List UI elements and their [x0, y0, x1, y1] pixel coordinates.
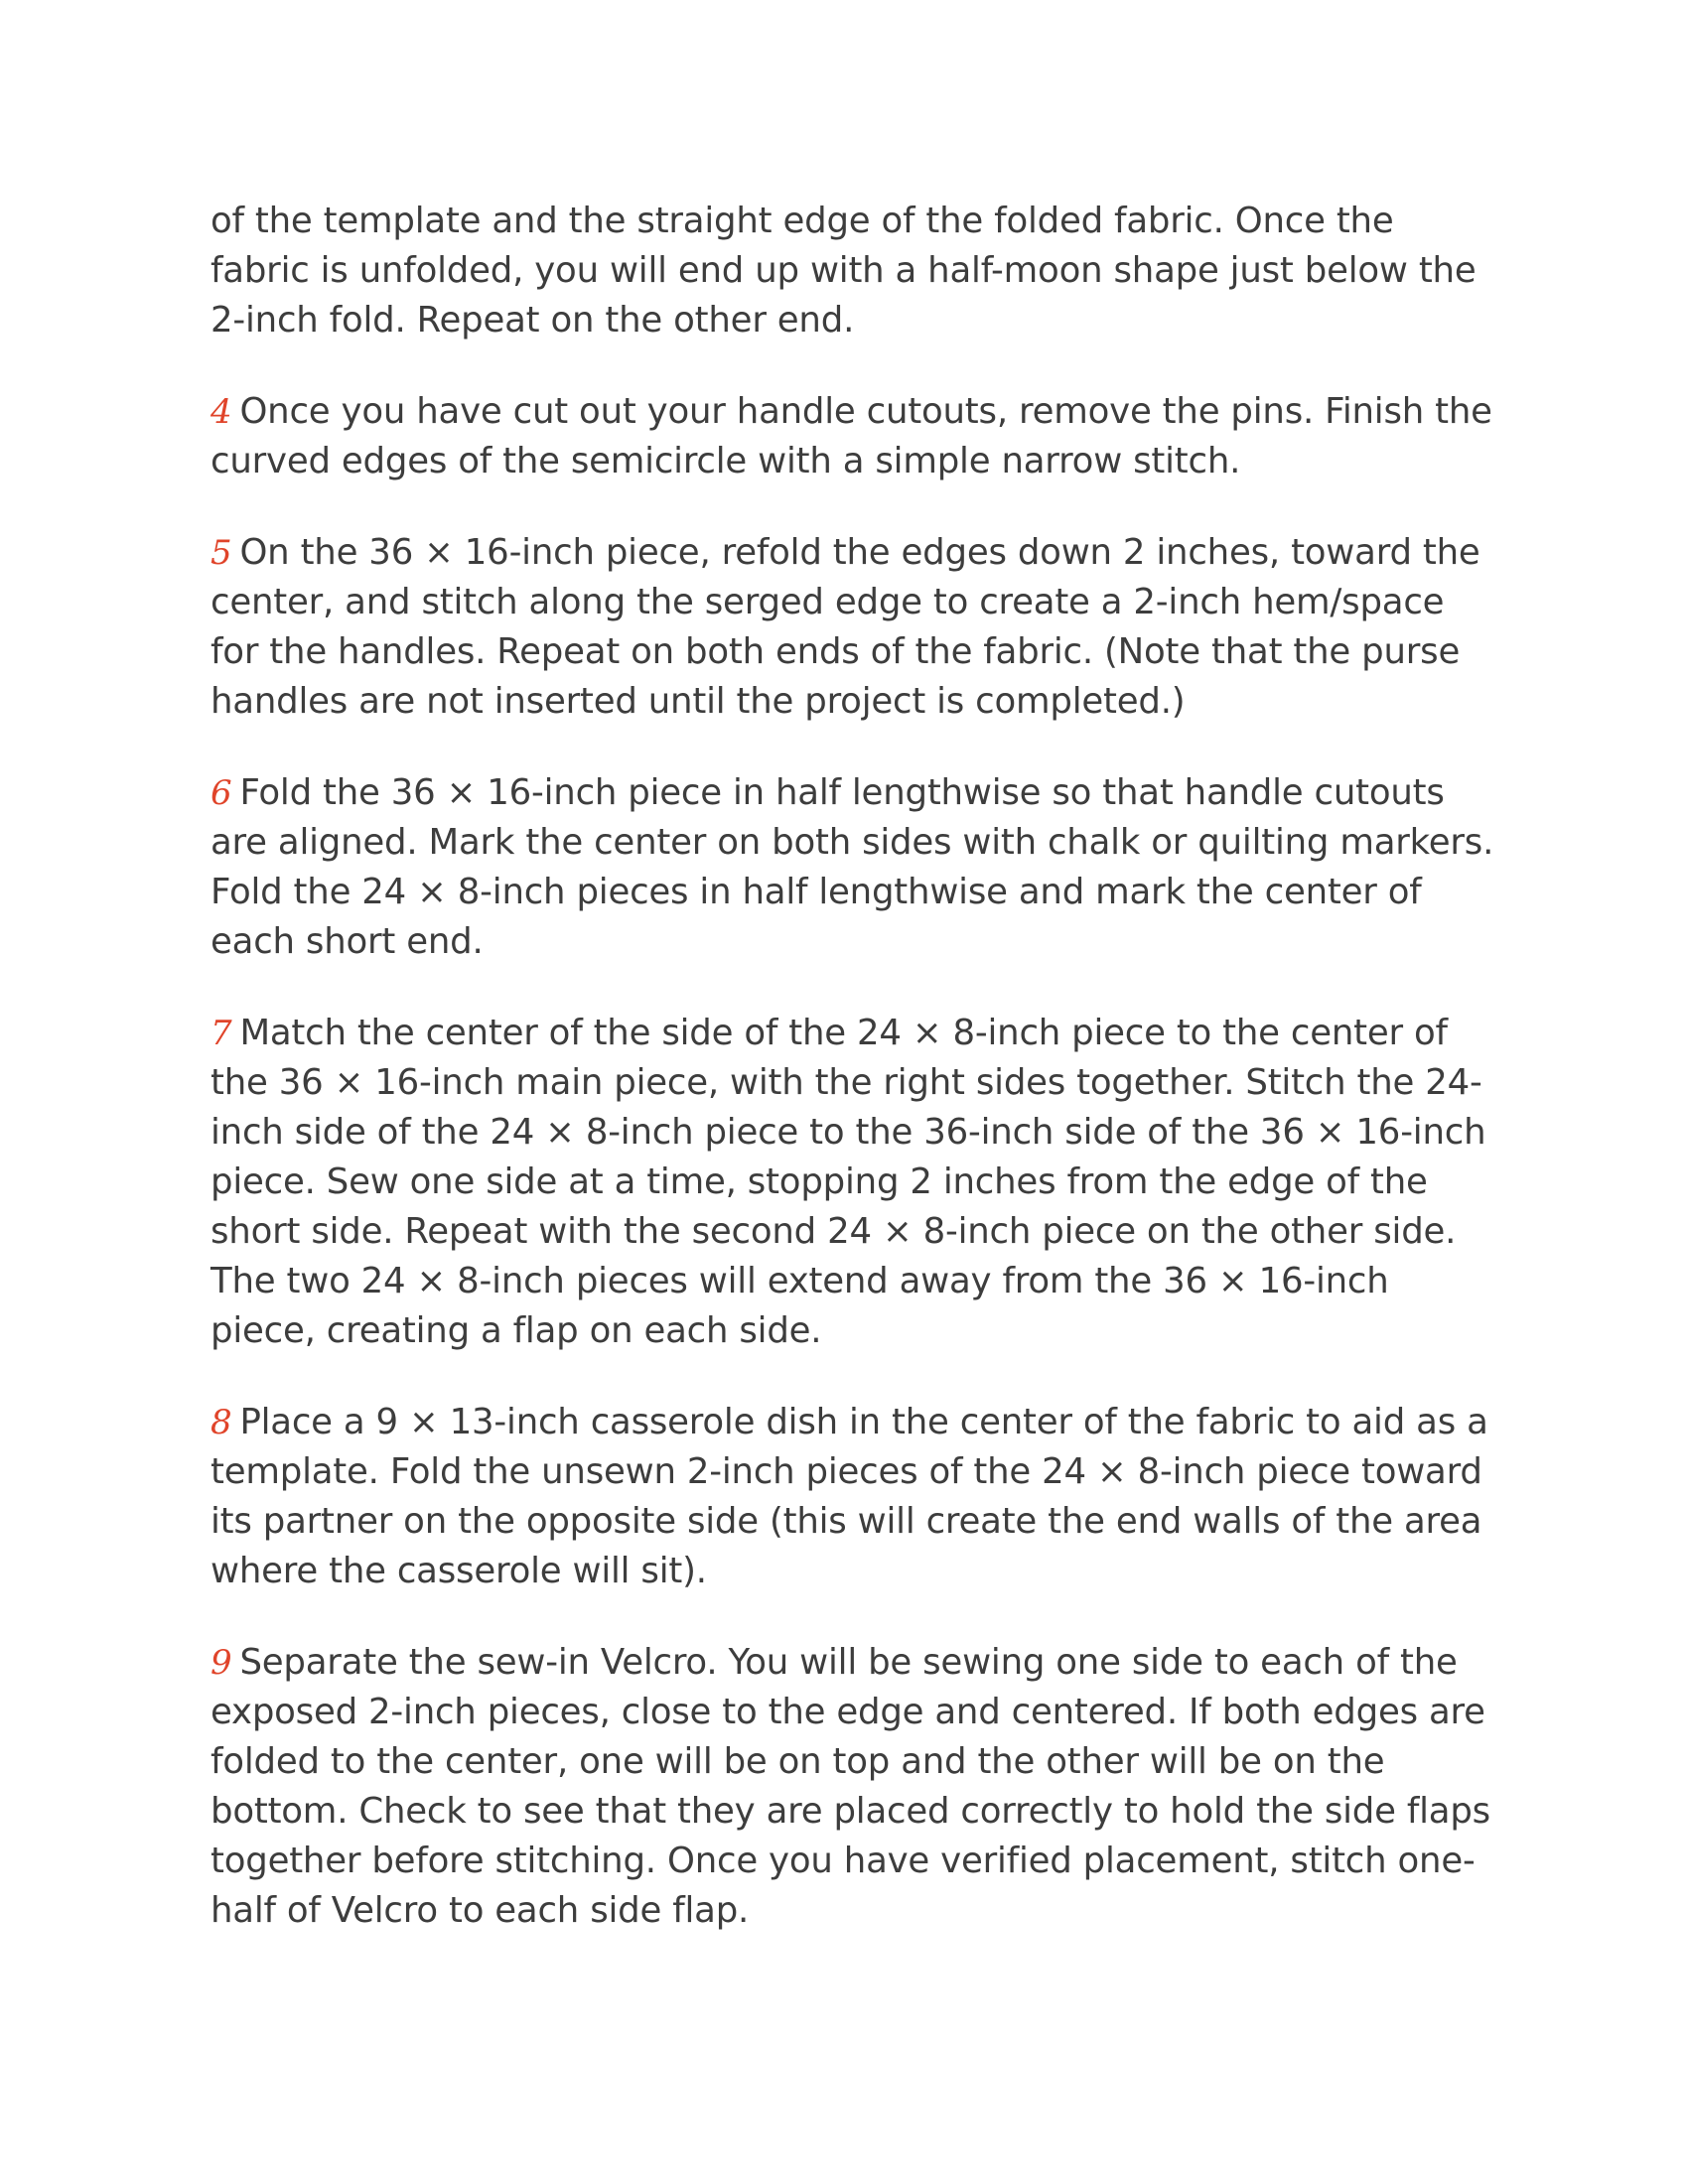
step-5-paragraph [211, 528, 1501, 727]
step-6-paragraph [211, 768, 1501, 967]
step-5-text: On the 36 × 16-inch piece, refold the edges down 2 inches, toward the center, and stitch along the serged edge to create a 2-inch hem/space for the handles. Repeat on both ends of the fabric. (Note that the purse handles are not inserted until the project is completed.) [211, 532, 1480, 722]
step-6-number: 6 [211, 773, 232, 813]
step-4-text: Once you have cut out your handle cutouts, remove the pins. Finish the curved edges of the semicircle with a simple narrow stitch. [211, 391, 1492, 481]
intro-paragraph [211, 197, 1501, 345]
step-9-text: Separate the sew-in Velcro. You will be sewing one side to each of the exposed 2-inch pieces, close to the edge and centered. If both edges are folded to the center, one will be on top and the other will be on the bottom. Check to see that they are placed correctly to hold the side flaps together before stitching. Once you have verified placement, stitch one-half of Velcro to each side flap. [211, 1642, 1490, 1931]
step-9-paragraph [211, 1638, 1501, 1936]
step-4-number: 4 [211, 392, 232, 432]
document-page [211, 197, 1501, 1978]
intro-text: of the template and the straight edge of the folded fabric. Once the fabric is unfolded, you will end up with a half-moon shape just below the 2-inch fold. Repeat on the other end. [211, 201, 1477, 341]
step-4-paragraph [211, 387, 1501, 486]
step-6-text: Fold the 36 × 16-inch piece in half lengthwise so that handle cutouts are aligned. Mark the center on both sides with chalk or quilting markers. Fold the 24 × 8-inch pieces in half lengthwise and mark the center of each short end. [211, 772, 1494, 962]
step-8-paragraph [211, 1398, 1501, 1596]
step-7-number: 7 [211, 1014, 232, 1053]
step-8-text: Place a 9 × 13-inch casserole dish in the center of the fabric to aid as a template. Fold the unsewn 2-inch pieces of the 24 × 8-inch piece toward its partner on the opposite side (this will create the end walls of the area where the casserole will sit). [211, 1402, 1488, 1591]
step-9-number: 9 [211, 1643, 232, 1683]
step-8-number: 8 [211, 1403, 232, 1442]
step-7-paragraph [211, 1009, 1501, 1356]
step-5-number: 5 [211, 533, 232, 573]
step-7-text: Match the center of the side of the 24 × 8-inch piece to the center of the 36 × 16-inch main piece, with the right sides together. Stitch the 24-inch side of the 24 × 8-inch piece to the 36-inch side of the 36 × 16-inch piece. Sew one side at a time, stopping 2 inches from the edge of the short side. Repeat with the second 24 × 8-inch piece on the other side. The two 24 × 8-inch pieces will extend away from the 36 × 16-inch piece, creating a flap on each side. [211, 1013, 1486, 1351]
